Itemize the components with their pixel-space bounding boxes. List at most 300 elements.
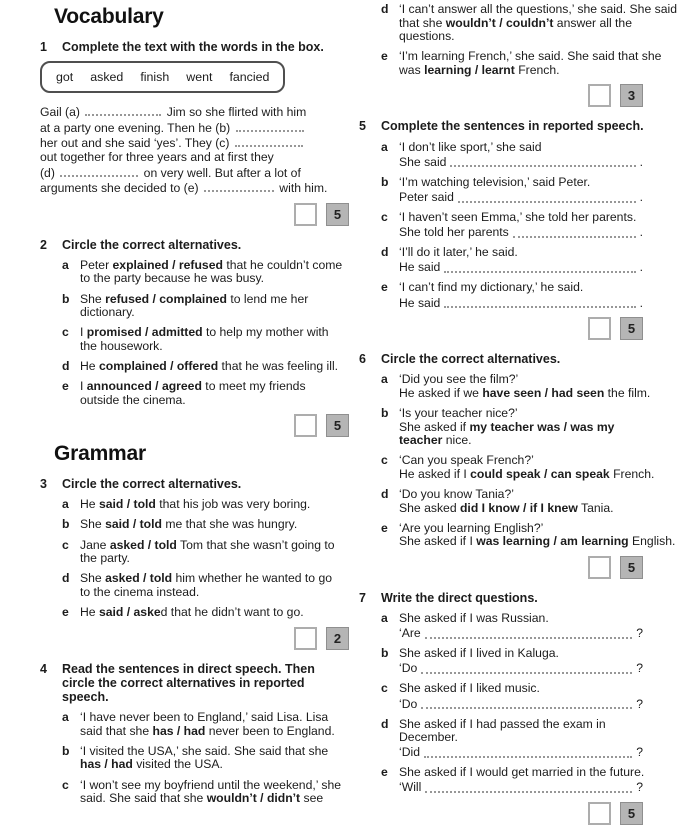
text-line (80, 293, 343, 320)
item-letter: e (381, 280, 388, 295)
item-letter: e (381, 765, 388, 780)
item-letter: b (62, 517, 70, 532)
score-input-box (588, 317, 611, 340)
exercise-item (40, 606, 343, 620)
text-line (399, 682, 685, 696)
exercise-item (40, 745, 343, 772)
exercise-item (359, 50, 685, 77)
score-row (40, 203, 349, 226)
item-letter: c (381, 681, 388, 696)
text-line (80, 745, 343, 772)
answer-terminator: . (639, 295, 643, 310)
exercise-item (359, 3, 685, 44)
score-input-box (588, 556, 611, 579)
text-segment: out together for three years and at first they (40, 150, 274, 165)
exercise-number: 2 (40, 237, 47, 252)
right-column (359, 0, 685, 830)
word-bank-item: asked (90, 70, 124, 85)
item-text (399, 3, 685, 44)
item-letter: e (62, 604, 69, 619)
text-line (399, 766, 685, 780)
answer-terminator: ? (636, 780, 643, 795)
text-segment: the film. (604, 385, 651, 400)
exercise-item (359, 522, 685, 549)
answer-terminator: . (639, 189, 643, 204)
exercise-item (359, 211, 685, 240)
exercise-instruction: Complete the text with the words in the box. (62, 40, 324, 54)
text-segment: on very well. But after a lot of (140, 165, 301, 180)
answer-terminator: . (639, 225, 643, 240)
item-letter: e (381, 520, 388, 535)
text-segment: ‘Is your teacher nice?’ (399, 406, 518, 420)
answer-prefix: He said (399, 295, 441, 310)
text-segment: ‘I haven’t seen Emma,’ she told her parents. (399, 210, 637, 225)
text-segment: He asked if I (399, 466, 471, 481)
item-letter: b (62, 291, 70, 306)
text-line (80, 259, 343, 286)
text-segment: She (80, 571, 106, 586)
exercise-item (359, 373, 685, 400)
answer-terminator: . (639, 260, 643, 275)
text-line (399, 211, 685, 225)
exercise-item (359, 141, 685, 170)
exercise-header (40, 662, 343, 705)
text-segment: Tom that she wasn’t going to the party. (80, 537, 335, 566)
text-line (399, 407, 685, 421)
item-text (80, 293, 343, 320)
text-line (399, 488, 685, 502)
exercise-item (40, 380, 343, 407)
text-segment: her out and she said ‘yes’. They (c) (40, 136, 233, 151)
item-letter: d (381, 716, 389, 731)
exercise-item (359, 647, 685, 676)
choice-alternatives: promised / admitted (86, 325, 203, 340)
choice-alternatives: has / had (152, 723, 206, 738)
dotted-write-line (424, 755, 632, 758)
item-text (80, 326, 343, 353)
text-segment: to lend me her dictionary. (80, 291, 309, 320)
text-segment: visited the USA. (132, 757, 223, 772)
answer-line (399, 156, 643, 170)
item-letter: d (62, 358, 70, 373)
text-line (399, 535, 685, 549)
item-letter: d (381, 2, 389, 16)
text-segment: ‘I can’t find my dictionary,’ he said. (399, 280, 584, 295)
text-segment: ‘Did you see the film?’ (399, 372, 519, 387)
answer-line (399, 662, 643, 676)
exercise-header (359, 352, 685, 366)
item-text (80, 572, 343, 599)
score-input-box (294, 414, 317, 437)
item-letter: b (62, 743, 70, 758)
text-line (40, 165, 343, 180)
choice-alternatives: announced / agreed (86, 379, 202, 393)
text-segment: that his job was very boring. (155, 497, 311, 512)
item-letter: b (381, 406, 389, 420)
exercise-header (40, 477, 343, 491)
item-letter: a (62, 710, 69, 725)
exercise-item (359, 488, 685, 515)
exercise-item (40, 293, 343, 320)
text-line (80, 380, 343, 407)
answer-line (399, 746, 643, 760)
exercise-instruction: Write the direct questions. (381, 590, 538, 605)
section-heading: Grammar (54, 442, 146, 466)
exercise-instruction: Read the sentences in direct speech. Then circle the correct alternatives in reported speech. (62, 661, 315, 704)
choice-alternatives: wouldn’t / didn’t (206, 791, 301, 806)
answer-terminator: ? (636, 661, 643, 676)
text-line (40, 104, 343, 119)
text-line (399, 502, 685, 516)
text-segment: ‘I’ll do it later,’ he said. (399, 245, 518, 260)
text-line (399, 421, 685, 435)
text-segment: d that he didn’t want to go. (160, 604, 304, 619)
answer-line (399, 297, 643, 311)
text-segment: She asked if I would get married in the future. (399, 765, 645, 780)
exercise-item (359, 407, 685, 448)
text-segment: never been to England. (205, 723, 335, 738)
exercise-item (40, 259, 343, 286)
exercise-instruction: Circle the correct alternatives. (381, 352, 561, 367)
choice-alternatives: complained / offered (98, 358, 219, 373)
item-text (80, 745, 343, 772)
text-segment: She asked if I (399, 534, 477, 549)
exercise-item (40, 518, 343, 532)
text-line (80, 498, 343, 512)
text-line (80, 326, 343, 353)
text-segment: She asked if I had passed the exam in (399, 716, 606, 731)
answer-terminator: ? (636, 626, 643, 641)
text-line (399, 141, 685, 155)
text-line (80, 360, 343, 374)
exercise-item (40, 539, 343, 566)
dotted-write-line (513, 235, 636, 238)
exercise-header (359, 591, 685, 605)
item-text (399, 612, 685, 641)
score-max-box: 5 (326, 203, 349, 226)
choice-alternatives: did I know / if I knew (459, 500, 578, 515)
text-segment: She asked (399, 500, 460, 515)
text-segment: him whether he wanted to go to the cinema instead. (80, 571, 333, 599)
answer-prefix: ‘Do (399, 661, 418, 676)
item-letter: b (381, 174, 389, 189)
text-segment: She (80, 291, 106, 306)
answer-terminator: ? (636, 745, 643, 760)
item-letter: a (381, 139, 388, 154)
item-letter: e (62, 379, 69, 393)
answer-blank (85, 104, 161, 116)
choice-alternatives: was learning / am learning (476, 534, 629, 549)
score-input-box (294, 627, 317, 650)
text-segment: Tania. (577, 500, 614, 515)
text-segment: answer all the questions. (399, 15, 632, 44)
exercise-number: 1 (40, 40, 47, 54)
item-text (399, 718, 685, 760)
choice-alternatives: said / told (98, 497, 156, 512)
score-max-box: 2 (326, 627, 349, 650)
item-text (399, 50, 685, 77)
score-row (40, 414, 349, 437)
item-text (80, 539, 343, 566)
left-column (40, 0, 343, 812)
word-bank-box (40, 61, 285, 93)
choice-alternatives: said / told (105, 517, 162, 532)
text-segment: ‘I visited the USA,’ she said. She said that she (80, 743, 329, 758)
exercise-item (40, 326, 343, 353)
item-text (399, 407, 685, 448)
text-segment: Peter (80, 257, 113, 272)
score-max-box: 3 (620, 84, 643, 107)
text-line (399, 434, 685, 448)
text-line (399, 731, 685, 745)
exercise-item (40, 779, 343, 806)
section-heading: Vocabulary (54, 5, 164, 28)
answer-prefix: ‘Are (399, 626, 421, 641)
score-max-box: 5 (620, 802, 643, 825)
answer-line (399, 698, 643, 712)
item-text (80, 259, 343, 286)
text-segment: nice. (442, 433, 472, 448)
answer-prefix: ‘Do (399, 696, 418, 711)
choice-alternatives: explained / refused (112, 257, 223, 272)
item-text (399, 766, 685, 795)
text-segment: She asked if I liked music. (399, 681, 540, 696)
answer-prefix: ‘Will (399, 780, 422, 795)
text-line (399, 647, 685, 661)
score-max-box: 5 (620, 556, 643, 579)
exercise-instruction: Circle the correct alternatives. (62, 477, 242, 492)
item-text (399, 281, 685, 310)
item-text (80, 518, 343, 532)
choice-alternatives: teacher (399, 433, 443, 448)
dotted-write-line (450, 164, 635, 167)
answer-prefix: Peter said (399, 189, 454, 204)
choice-alternatives: said / aske (98, 604, 161, 619)
exercise-number: 7 (359, 590, 366, 605)
item-text (399, 246, 685, 275)
text-line (80, 606, 343, 620)
dotted-write-line (444, 305, 635, 308)
item-text (399, 141, 685, 170)
item-letter: c (381, 453, 388, 468)
answer-line (399, 781, 643, 795)
word-bank-item: fancied (229, 70, 270, 85)
answer-line (399, 226, 643, 240)
exercise-number: 3 (40, 477, 47, 492)
answer-blank (204, 180, 274, 192)
text-line (80, 539, 343, 566)
text-segment: at a party one evening. Then he (b) (40, 120, 234, 135)
choice-alternatives: my teacher was / was my (469, 419, 615, 434)
text-segment: to help my mother with the housework. (80, 325, 329, 353)
item-letter: e (381, 49, 388, 64)
item-letter: c (381, 210, 388, 225)
text-segment: He (80, 358, 99, 373)
score-input-box (588, 84, 611, 107)
text-segment: see (300, 791, 324, 806)
item-text (399, 454, 685, 481)
dotted-write-line (425, 636, 633, 639)
item-letter: a (62, 257, 69, 272)
text-segment: She asked if I lived in Kaluga. (399, 646, 559, 661)
text-line (399, 468, 685, 482)
text-line (80, 711, 343, 738)
text-segment: He asked if we (399, 385, 483, 400)
text-segment: French. (609, 466, 655, 481)
text-line (40, 150, 343, 164)
text-segment: English. (628, 534, 676, 549)
text-segment: I (80, 325, 87, 340)
score-row (40, 627, 349, 650)
text-line (40, 135, 343, 150)
item-text (399, 682, 685, 711)
text-segment: ‘Are you learning English?’ (399, 520, 544, 535)
text-segment: She asked if I was Russian. (399, 611, 549, 626)
item-text (80, 779, 343, 806)
item-letter: d (381, 245, 389, 260)
exercise-item (359, 718, 685, 760)
exercise-item (40, 360, 343, 374)
exercise-item (40, 711, 343, 738)
text-line (399, 454, 685, 468)
text-segment: arguments she decided to (e) (40, 181, 202, 196)
score-row (359, 556, 643, 579)
item-text (399, 522, 685, 549)
text-segment: ‘I’m learning French,’ she said. She said that she was (399, 49, 662, 77)
item-letter: a (381, 611, 388, 626)
item-text (80, 711, 343, 738)
exercise-item (359, 612, 685, 641)
exercise-number: 5 (359, 119, 366, 134)
exercise-item (359, 682, 685, 711)
choice-alternatives: have seen / had seen (482, 385, 605, 400)
answer-prefix: ‘Did (399, 745, 420, 760)
item-letter: a (62, 497, 69, 512)
text-segment: ‘I have never been to England,’ said Lisa. Lisa said that she (80, 710, 329, 738)
item-text (399, 488, 685, 515)
text-segment: She asked if (399, 419, 470, 434)
exercise-item (359, 281, 685, 310)
exercise-item (359, 454, 685, 481)
text-line (399, 3, 685, 44)
item-text (80, 606, 343, 620)
text-segment: ‘I’m watching television,’ said Peter. (399, 174, 591, 189)
text-segment: ‘Do you know Tania?’ (399, 486, 514, 501)
text-line (399, 522, 685, 536)
answer-blank (236, 120, 304, 132)
text-segment: with him. (275, 181, 328, 196)
word-bank-item: finish (140, 70, 170, 85)
answer-line (399, 627, 643, 641)
choice-alternatives: could speak / can speak (470, 466, 610, 481)
score-row (359, 802, 643, 825)
text-segment: Gail (a) (40, 105, 84, 120)
exercise-instruction: Circle the correct alternatives. (62, 237, 242, 252)
exercise-header (359, 119, 685, 133)
item-text (399, 647, 685, 676)
text-segment: ‘I won’t see my boyfriend until the weekend,’ she said. She said that she (80, 777, 342, 806)
score-max-box: 5 (326, 414, 349, 437)
choice-alternatives: asked / told (109, 537, 177, 552)
text-line (399, 612, 685, 626)
text-segment: He (80, 497, 99, 512)
text-segment: me that she was hungry. (161, 517, 298, 532)
dotted-write-line (421, 706, 632, 709)
item-letter: d (62, 571, 70, 586)
word-bank-item: went (186, 70, 213, 85)
score-row (359, 84, 643, 107)
text-segment: ‘I don’t like sport,’ she said (399, 139, 542, 154)
item-letter: a (381, 372, 388, 387)
item-letter: c (62, 777, 69, 792)
text-line (80, 518, 343, 532)
text-line (40, 180, 343, 195)
answer-line (399, 261, 643, 275)
text-segment: ‘Can you speak French?’ (399, 453, 534, 468)
text-line (399, 246, 685, 260)
dotted-write-line (425, 790, 632, 793)
text-line (399, 281, 685, 295)
exercise-header (40, 238, 343, 252)
text-line (399, 387, 685, 401)
score-row (359, 317, 643, 340)
score-max-box: 5 (620, 317, 643, 340)
answer-prefix: She said (399, 154, 447, 169)
exercise-item (40, 498, 343, 512)
answer-blank (235, 135, 303, 147)
text-line (80, 572, 343, 599)
choice-alternatives: refused / complained (105, 291, 227, 306)
text-segment: December. (399, 730, 458, 745)
answer-prefix: She told her parents (399, 225, 509, 240)
text-segment: (d) (40, 165, 59, 180)
text-line (399, 50, 685, 77)
item-text (80, 360, 343, 374)
text-segment: ‘I can’t answer all the questions,’ she said. She said that she (399, 2, 677, 30)
exercise-item (40, 572, 343, 599)
answer-blank (60, 165, 138, 177)
exercise-instruction: Complete the sentences in reported speech. (381, 119, 644, 134)
text-segment: that he couldn’t come to the party because he was busy. (80, 257, 343, 286)
dotted-write-line (421, 671, 632, 674)
text-segment: Jane (80, 537, 110, 552)
answer-terminator: ? (636, 696, 643, 711)
exercise-item (359, 176, 685, 205)
text-segment: I (80, 379, 87, 393)
word-bank-item: got (56, 70, 74, 85)
text-segment: to meet my friends outside the cinema. (80, 379, 306, 407)
choice-alternatives: has / had (80, 757, 133, 772)
choice-alternatives: learning / learnt (424, 62, 515, 77)
score-input-box (588, 802, 611, 825)
item-letter: b (381, 646, 389, 661)
exercise-number: 6 (359, 352, 366, 367)
item-text (399, 176, 685, 205)
answer-terminator: . (639, 154, 643, 169)
dotted-write-line (444, 270, 635, 273)
text-segment: He (80, 604, 99, 619)
text-segment: that he was feeling ill. (218, 358, 339, 373)
item-text (80, 380, 343, 407)
score-input-box (294, 203, 317, 226)
text-segment: She (80, 517, 106, 532)
item-letter: d (381, 486, 389, 501)
item-text (80, 498, 343, 512)
item-letter: c (62, 537, 69, 552)
exercise-item (359, 246, 685, 275)
exercise-number: 4 (40, 661, 47, 676)
gapped-text-paragraph (40, 104, 343, 195)
